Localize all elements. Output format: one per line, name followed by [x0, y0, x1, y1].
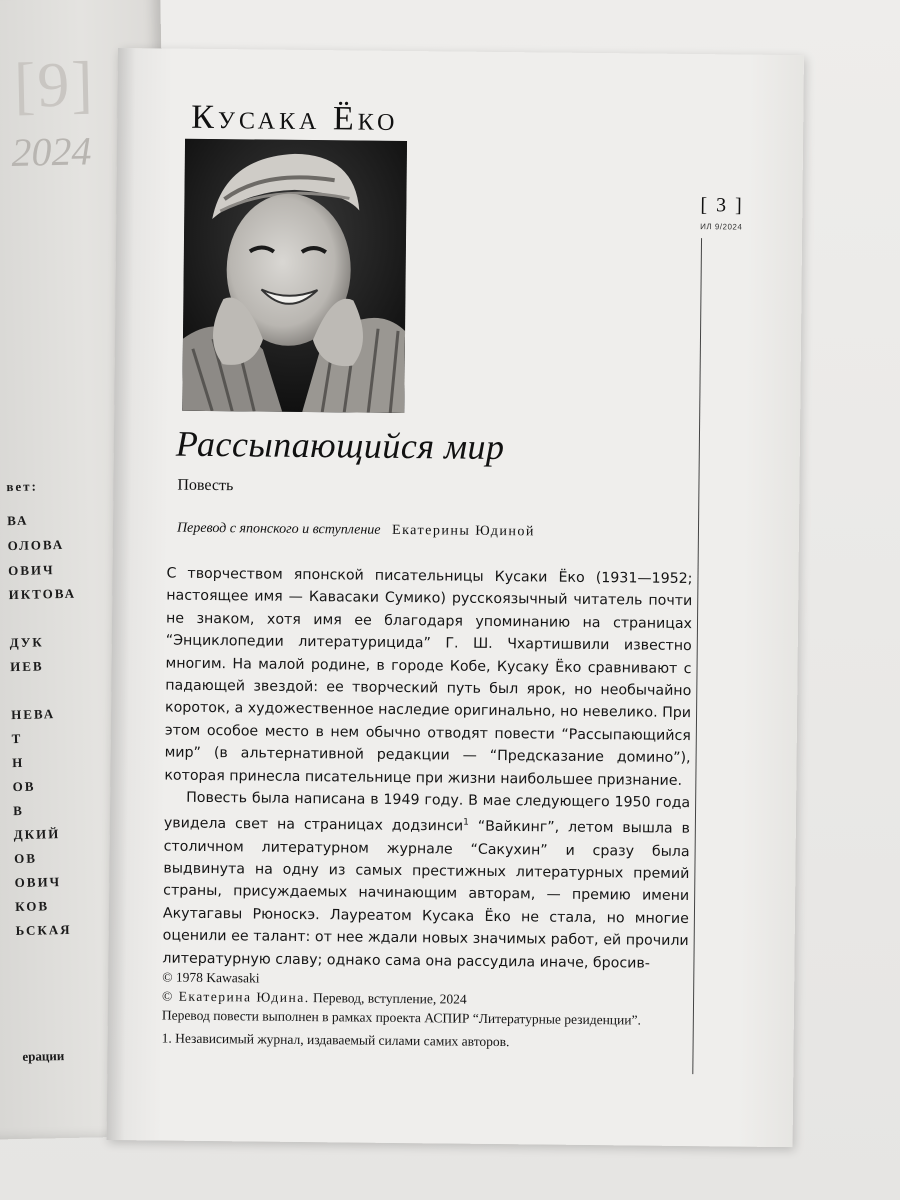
project-note: Перевод повести выполнен в рамках проекта АСПИР “Литературные резиденции”. [161, 1007, 641, 1028]
copyright-original: © 1978 Kawasaki [162, 969, 260, 986]
footnote-marker: 1 [463, 818, 469, 829]
paragraph-text: “Вайкинг”, летом вышла в столичном литературном журнале “Сакухин” и сразу была выдвинута на одну из самых престижных литературных премий страны, присуждаемых начинающим авторам, — премию имени Акутагавы Рюноскэ. Лауреатом Кусака Ёко не стала, но многие оценили ее талант: от нее ждали новых значимых работ, ей прочили литературную славу; однако сама она рассудила иначе, бросив- [162, 818, 690, 972]
portrait-image [182, 139, 407, 413]
footnote: 1. Независимый журнал, издаваемый силами самих авторов. [161, 1030, 510, 1050]
previous-page-word: В [13, 802, 25, 819]
previous-page-word: ИЕВ [10, 658, 44, 675]
genre-label: Повесть [177, 476, 234, 495]
previous-page-word: КОВ [15, 898, 50, 915]
author-portrait-photo [182, 139, 407, 413]
paragraph [162, 787, 690, 975]
translator-name: Екатерины Юдиной [391, 522, 536, 540]
previous-page-word: ЬСКАЯ [15, 921, 72, 939]
previous-page-word: вет: [6, 478, 39, 495]
translation-label: Перевод с японского и вступление [176, 520, 381, 538]
paragraph-text: Повесть была написана в 1949 году. В мае следующего 1950 года увидела свет на страницах додзинси [163, 789, 691, 835]
issue-label: ИЛ 9/2024 [700, 222, 743, 232]
previous-page-word: ОВИЧ [8, 562, 55, 579]
previous-page-word: ДКИЙ [13, 826, 61, 843]
translation-credit [177, 521, 535, 541]
previous-page-word: ОВИЧ [14, 874, 62, 891]
previous-page-word: Т [11, 730, 23, 747]
body-text [162, 563, 692, 976]
story-title: Рассыпающийся мир [175, 423, 505, 468]
previous-page-word: ДУК [9, 634, 44, 651]
paragraph: С творчеством японской писательницы Кусаки Ёко (1931—1952; настоящее имя — Кавасаки Сумико) русскоязычный читатель почти не знаком, хотя имя ее благодаря упоминанию на страницах “Энциклопедии литературицида” Г. Ш. Чхартишвили известно многим. На малой родине, в городе Кобе, Кусаку Ёко сравнивают с падающей звездой: ее творческий путь был ярок, но необычайно короток, а художественное наследие оригинально, но невелико. При этом особое место в нем обычно отводят повести “Рассыпающийся мир” (в альтернативной редакции — “Предсказание домино”), которая принесла писательнице при жизни наибольшее признание. [164, 565, 693, 789]
page-number: [ 3 ] [700, 194, 744, 217]
previous-page-number: [9] [13, 48, 96, 121]
vertical-rule [692, 238, 702, 1074]
previous-page-word: ОВ [12, 778, 36, 795]
previous-page-bottom-text: ерации [22, 1048, 65, 1064]
copyright-translation-rest: Перевод, вступление, 2024 [309, 990, 467, 1007]
page-notes [162, 969, 683, 1054]
previous-page-word: ОЛОВА [7, 536, 65, 554]
copyright-translator: © Екатерина Юдина. [161, 988, 310, 1006]
previous-page-word: НЕВА [11, 706, 56, 723]
previous-page-word: ВА [6, 512, 29, 529]
author-name: Кусака Ёко [191, 98, 399, 138]
journal-page [107, 48, 804, 1147]
previous-page-year: 2024 [10, 128, 92, 175]
previous-page-word: ИКТОВА [8, 585, 77, 603]
previous-page-word: ОВ [14, 850, 38, 867]
previous-page-word: Н [12, 754, 25, 771]
